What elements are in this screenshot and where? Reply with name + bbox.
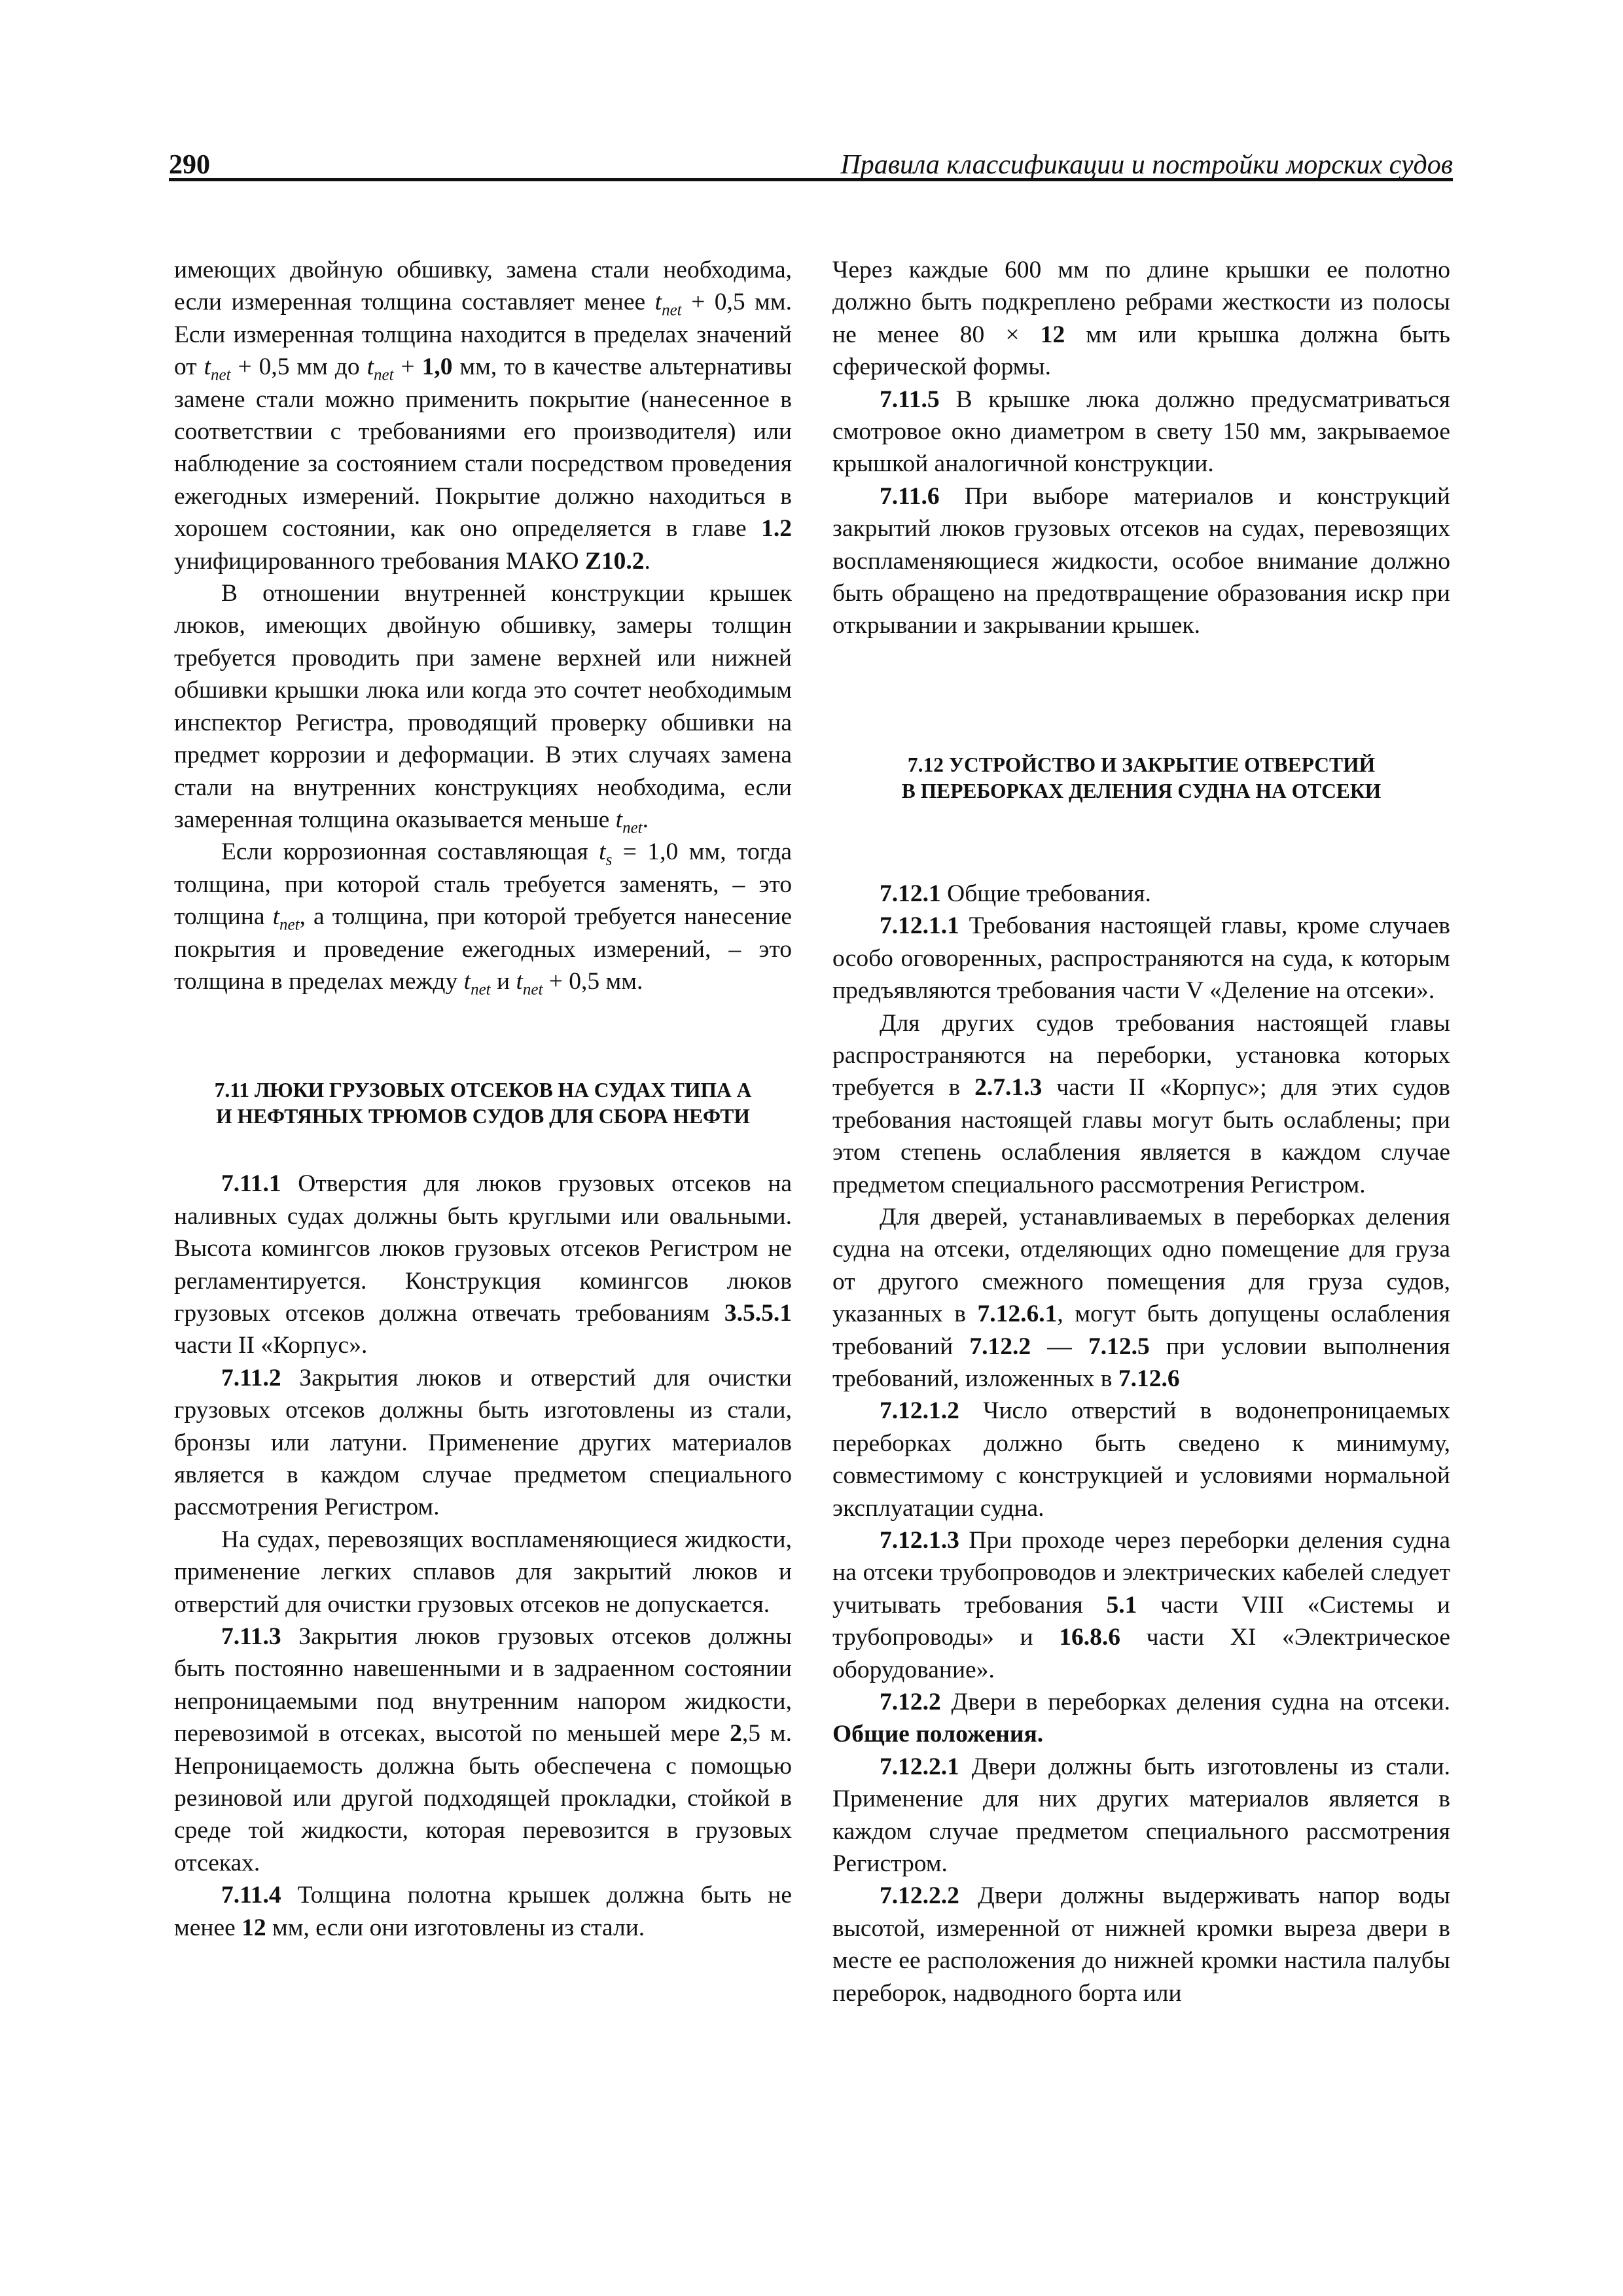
paragraph-corrosion-addition [174, 836, 792, 997]
clause-number: 7.12.1 [880, 880, 941, 907]
subscript-net: net [211, 366, 231, 384]
clause-number: 7.11.4 [221, 1882, 281, 1909]
text-run: мм, то в качестве альтернативы замене стали можно применить покрытие (нанесенное в соответствии с требованиями его производителя) или наблюдение за состоянием стали посредством проведения ежегодных измерений. Покрытие должно находиться в хорошем состоянии, как оно определяется в главе [174, 353, 792, 543]
page-header [169, 149, 1453, 181]
heading-line: И НЕФТЯНЫХ ТРЮМОВ СУДОВ ДЛЯ СБОРА НЕФТИ [216, 1105, 750, 1128]
clause-number: 7.11.6 [880, 482, 940, 510]
text-run: На судах, перевозящих воспламеняющиеся жидкости, применение легких сплавов для закрытий люков и отверстий для очистки грузовых отсеков не допускается. [174, 1526, 792, 1618]
symbol-t: t [615, 806, 623, 833]
paragraph-7-12-1-3 [832, 1524, 1450, 1686]
clause-number: 7.12.1.2 [880, 1397, 959, 1425]
value: 12 [1040, 321, 1065, 348]
clause-number: 7.12.1.3 [880, 1527, 959, 1554]
symbol-t-net [654, 289, 682, 319]
text-run: = 1,0 мм, тогда толщина, при которой сталь требуется заменять, – это толщина [174, 838, 792, 931]
clause-number: 7.12.1.1 [880, 912, 959, 940]
text-run: . [644, 547, 651, 575]
subscript-net: net [662, 301, 682, 319]
heading-line: 7.12 УСТРОЙСТВО И ЗАКРЫТИЕ ОТВЕРСТИЙ [907, 753, 1376, 776]
paragraph-7-11-1 [174, 1168, 792, 1361]
right-column [832, 254, 1450, 2009]
clause-number: 7.12.2.1 [880, 1753, 959, 1780]
page-number: 290 [169, 150, 210, 180]
text-run: Число отверстий в водонепроницаемых переборках должно быть сведено к минимуму, совместимому с конструкцией и условиями нормальной эксплуатации судна. [832, 1397, 1450, 1522]
paragraph-other-ships [832, 1007, 1450, 1201]
section-heading-7-11 [174, 1077, 792, 1130]
reference: 7.12.6.1 [977, 1300, 1058, 1328]
running-title: Правила классификации и постройки морских судов [840, 150, 1453, 180]
text-run: Отверстия для люков грузовых отсеков на наливных судах должны быть круглыми или овальными. Высота комингсов люков грузовых отсеков Регистром не регламентируется. Конструкция комингсов люков грузовых отсеков должна отвечать требованиям [174, 1170, 792, 1327]
text-run: мм или крышка должна быть сферической формы. [832, 321, 1450, 381]
symbol-t-net [615, 806, 643, 837]
symbol-t-net [516, 967, 543, 999]
text-run: . [642, 806, 649, 833]
text-run: Толщина полотна крышек должна быть не менее [174, 1882, 792, 1941]
text-run: мм, если они изготовлены из стали. [266, 1914, 645, 1941]
symbol-t: t [463, 967, 471, 995]
paragraph-cargo-doors [832, 1201, 1450, 1395]
header-rule [169, 178, 1453, 181]
paragraph-7-12-2-1 [832, 1751, 1450, 1880]
paragraph-7-11-2 [174, 1362, 792, 1524]
text-run: Двери должны быть изготовлены из стали. Применение для них других материалов является в каждом случае предметом специального рассмотрения Регистром. [832, 1753, 1450, 1878]
symbol-t: t [516, 967, 523, 995]
reference: 7.12.6 [1118, 1365, 1180, 1392]
symbol-t: t [204, 353, 211, 381]
text-run: , а толщина, при которой требуется нанесение покрытия и проведение ежегодных измерений, – это толщина в пределах между [174, 903, 792, 995]
subscript-net: net [522, 980, 543, 999]
paragraph-7-11-4 [174, 1879, 792, 1944]
text-run: В отношении внутренней конструкции крышек люков, имеющих двойную обшивку, замеры толщин требуется проводить при замене верхней или нижней обшивки крышки люка или когда это сочтет необходимым инспектор Регистра, проводящий проверку обшивки на предмет коррозии и деформации. В этих случаях замена стали на внутренних конструкциях необходима, если замеренная толщина оказывается меньше [174, 580, 792, 833]
symbol-t: t [366, 353, 374, 381]
text-run: Двери должны выдерживать напор воды высотой, измеренной от нижней кромки выреза двери в месте ее расположения до нижней кромки настила палубы переборок, надводного борта или [832, 1882, 1450, 2007]
clause-number: 7.11.3 [221, 1623, 281, 1651]
text-run: Общие требования. [940, 880, 1151, 907]
symbol-t-s [599, 838, 613, 869]
subscript-s: s [605, 851, 613, 869]
paragraph-hatch-plating-continued: имеющих двойную обшивку, замена стали необходима, если измеренная толщина составляет менее $t_{net} + 0,5$ мм. Если измеренная толщина находится в пределах значений от $t_{net} + 0,5$ мм до $t_{net} + 1,0$ мм, то в качестве альтернативы замене стали можно применить покрытие (нанесенное в соответствии с требованиями его производителя) или наблюдение за состоянием стали посредством проведения ежегодных измерений. Покрытие должно находиться в хорошем состоянии, как оно определяется в главе 1.2 унифицированного требования МАКО Z10.2. [174, 257, 792, 575]
text-run: Закрытия люков грузовых отсеков должны быть постоянно навешенными и в задраенном состоянии непроницаемыми под внутренним напором жидкости, перевозимой в отсеках, высотой по меньшей мере [174, 1623, 792, 1748]
text-run: Двери в переборках деления судна на отсеки. [940, 1689, 1450, 1716]
reference: 2.7.1.3 [974, 1074, 1043, 1102]
reference: Z10.2 [584, 547, 645, 575]
subscript-net: net [471, 980, 491, 999]
reference: 3.5.5.1 [724, 1299, 792, 1327]
text-run: Если коррозионная составляющая [221, 838, 599, 866]
text-run: имеющих двойную обшивку, замена стали необходима, если измеренная толщина составляет менее [174, 257, 792, 316]
text-run: Для дверей, устанавливаемых в переборках деления судна на отсеки, отделяющих одно помещение для груза от другого смежного помещения для груза судов, указанных в [832, 1203, 1450, 1328]
clause-number: 7.11.1 [221, 1170, 281, 1198]
subscript-net: net [622, 819, 643, 837]
reference: 1.2 [761, 515, 792, 543]
text-run: При выборе материалов и конструкций закрытий люков грузовых отсеков на судах, перевозящих воспламеняющиеся жидкости, особое внимание должно быть обращено на предотвращение образования искр при открывании и закрывании крышек. [832, 482, 1450, 639]
paragraph-7-11-5 [832, 384, 1450, 480]
bold-run: Общие положения. [832, 1721, 1044, 1748]
text-run: , могут быть допущены ослабления требований [832, 1300, 1450, 1360]
text-run: ,5 м. Непроницаемость должна быть обеспечена с помощью резиновой или другой подходящей прокладки, стойкой в среде той жидкости, которая перевозится в грузовых отсеках. [174, 1720, 793, 1876]
paragraph-internal-structure [174, 577, 792, 836]
symbol-t: t [599, 838, 606, 866]
text-run: + 0,5 мм до [230, 353, 367, 381]
text-run: части II «Корпус». [174, 1332, 368, 1359]
text-run: и [490, 967, 516, 995]
value: 1,0 [421, 353, 453, 381]
clause-number: 7.11.2 [221, 1364, 281, 1391]
value: 12 [241, 1914, 266, 1941]
reference: 16.8.6 [1059, 1624, 1120, 1651]
subscript-net: net [279, 916, 300, 934]
paragraph-7-12-1 [832, 878, 1450, 910]
paragraph-7-11-3 [174, 1621, 792, 1879]
subscript-net: net [374, 366, 394, 384]
symbol-t: t [272, 903, 280, 931]
text-run: + 0,5 мм. Если измеренная толщина находится в пределах значений от [174, 289, 792, 381]
text-run: части XI «Электрическое оборудование». [832, 1624, 1451, 1683]
paragraph-7-12-2 [832, 1686, 1450, 1751]
reference: 7.12.2 [969, 1333, 1031, 1360]
heading-line: В ПЕРЕБОРКАХ ДЕЛЕНИЯ СУДНА НА ОТСЕКИ [901, 779, 1382, 802]
text-run: Через каждые 600 мм по длине крышки ее полотно должно быть подкреплено ребрами жесткости из полосы не менее 80 × [832, 257, 1450, 348]
clause-number: 7.12.2 [880, 1689, 941, 1716]
symbol-t-net [366, 353, 394, 384]
paragraph-7-12-1-1 [832, 910, 1450, 1007]
reference: 7.12.5 [1088, 1333, 1150, 1360]
symbol-t: t [654, 289, 662, 316]
paragraph-7-11-2-light-alloys [174, 1524, 792, 1621]
paragraph-7-12-2-2 [832, 1880, 1450, 2009]
paragraph-stiffeners-continued [832, 254, 1450, 384]
text-run: при условии выполнения требований, изложенных в [832, 1333, 1451, 1392]
text-run: — [1031, 1333, 1089, 1360]
text-run: Требования настоящей главы, кроме случаев особо оговоренных, распространяются на суда, к которым предъявляются требования части V «Деление на отсеки». [832, 912, 1450, 1005]
clause-number: 7.12.2.2 [880, 1882, 959, 1910]
text-run: При проходе через переборки деления судна на отсеки трубопроводов и электрических кабелей следует учитывать требования [832, 1527, 1450, 1619]
text-run: В крышке люка должно предусматриваться смотровое окно диаметром в свету 150 мм, закрываемое крышкой аналогичной конструкции. [832, 386, 1450, 478]
text-run: + 0,5 мм. [543, 967, 643, 995]
value: 2 [730, 1720, 742, 1748]
left-column [174, 254, 792, 1944]
text-run: Для других судов требования настоящей главы распространяются на переборки, установка которых требуется в [832, 1009, 1450, 1102]
text-run: унифицированного требования МАКО [174, 547, 585, 575]
text-run: Закрытия люков и отверстий для очистки грузовых отсеков должны быть изготовлены из стали, бронзы или латуни. Применение других материалов является в каждом случае предметом специального рассмотрения Регистром. [174, 1364, 792, 1521]
paragraph-7-12-1-2 [832, 1395, 1450, 1524]
clause-number: 7.11.5 [880, 386, 940, 413]
paragraph-7-11-6 [832, 480, 1450, 642]
heading-line: 7.11 ЛЮКИ ГРУЗОВЫХ ОТСЕКОВ НА СУДАХ ТИПА А [214, 1079, 752, 1102]
symbol-t-net [204, 353, 231, 384]
text-run: части VIII «Системы и трубопроводы» и [832, 1591, 1451, 1651]
section-heading-7-12 [832, 752, 1450, 804]
symbol-t-net [272, 903, 300, 934]
text-run: части II «Корпус»; для этих судов требования настоящей главы могут быть ослаблены; при этом степень ослабления является в каждом случае предметом специального рассмотрения Регистром. [832, 1074, 1450, 1198]
reference: 5.1 [1106, 1591, 1137, 1619]
symbol-t-net [463, 967, 491, 999]
